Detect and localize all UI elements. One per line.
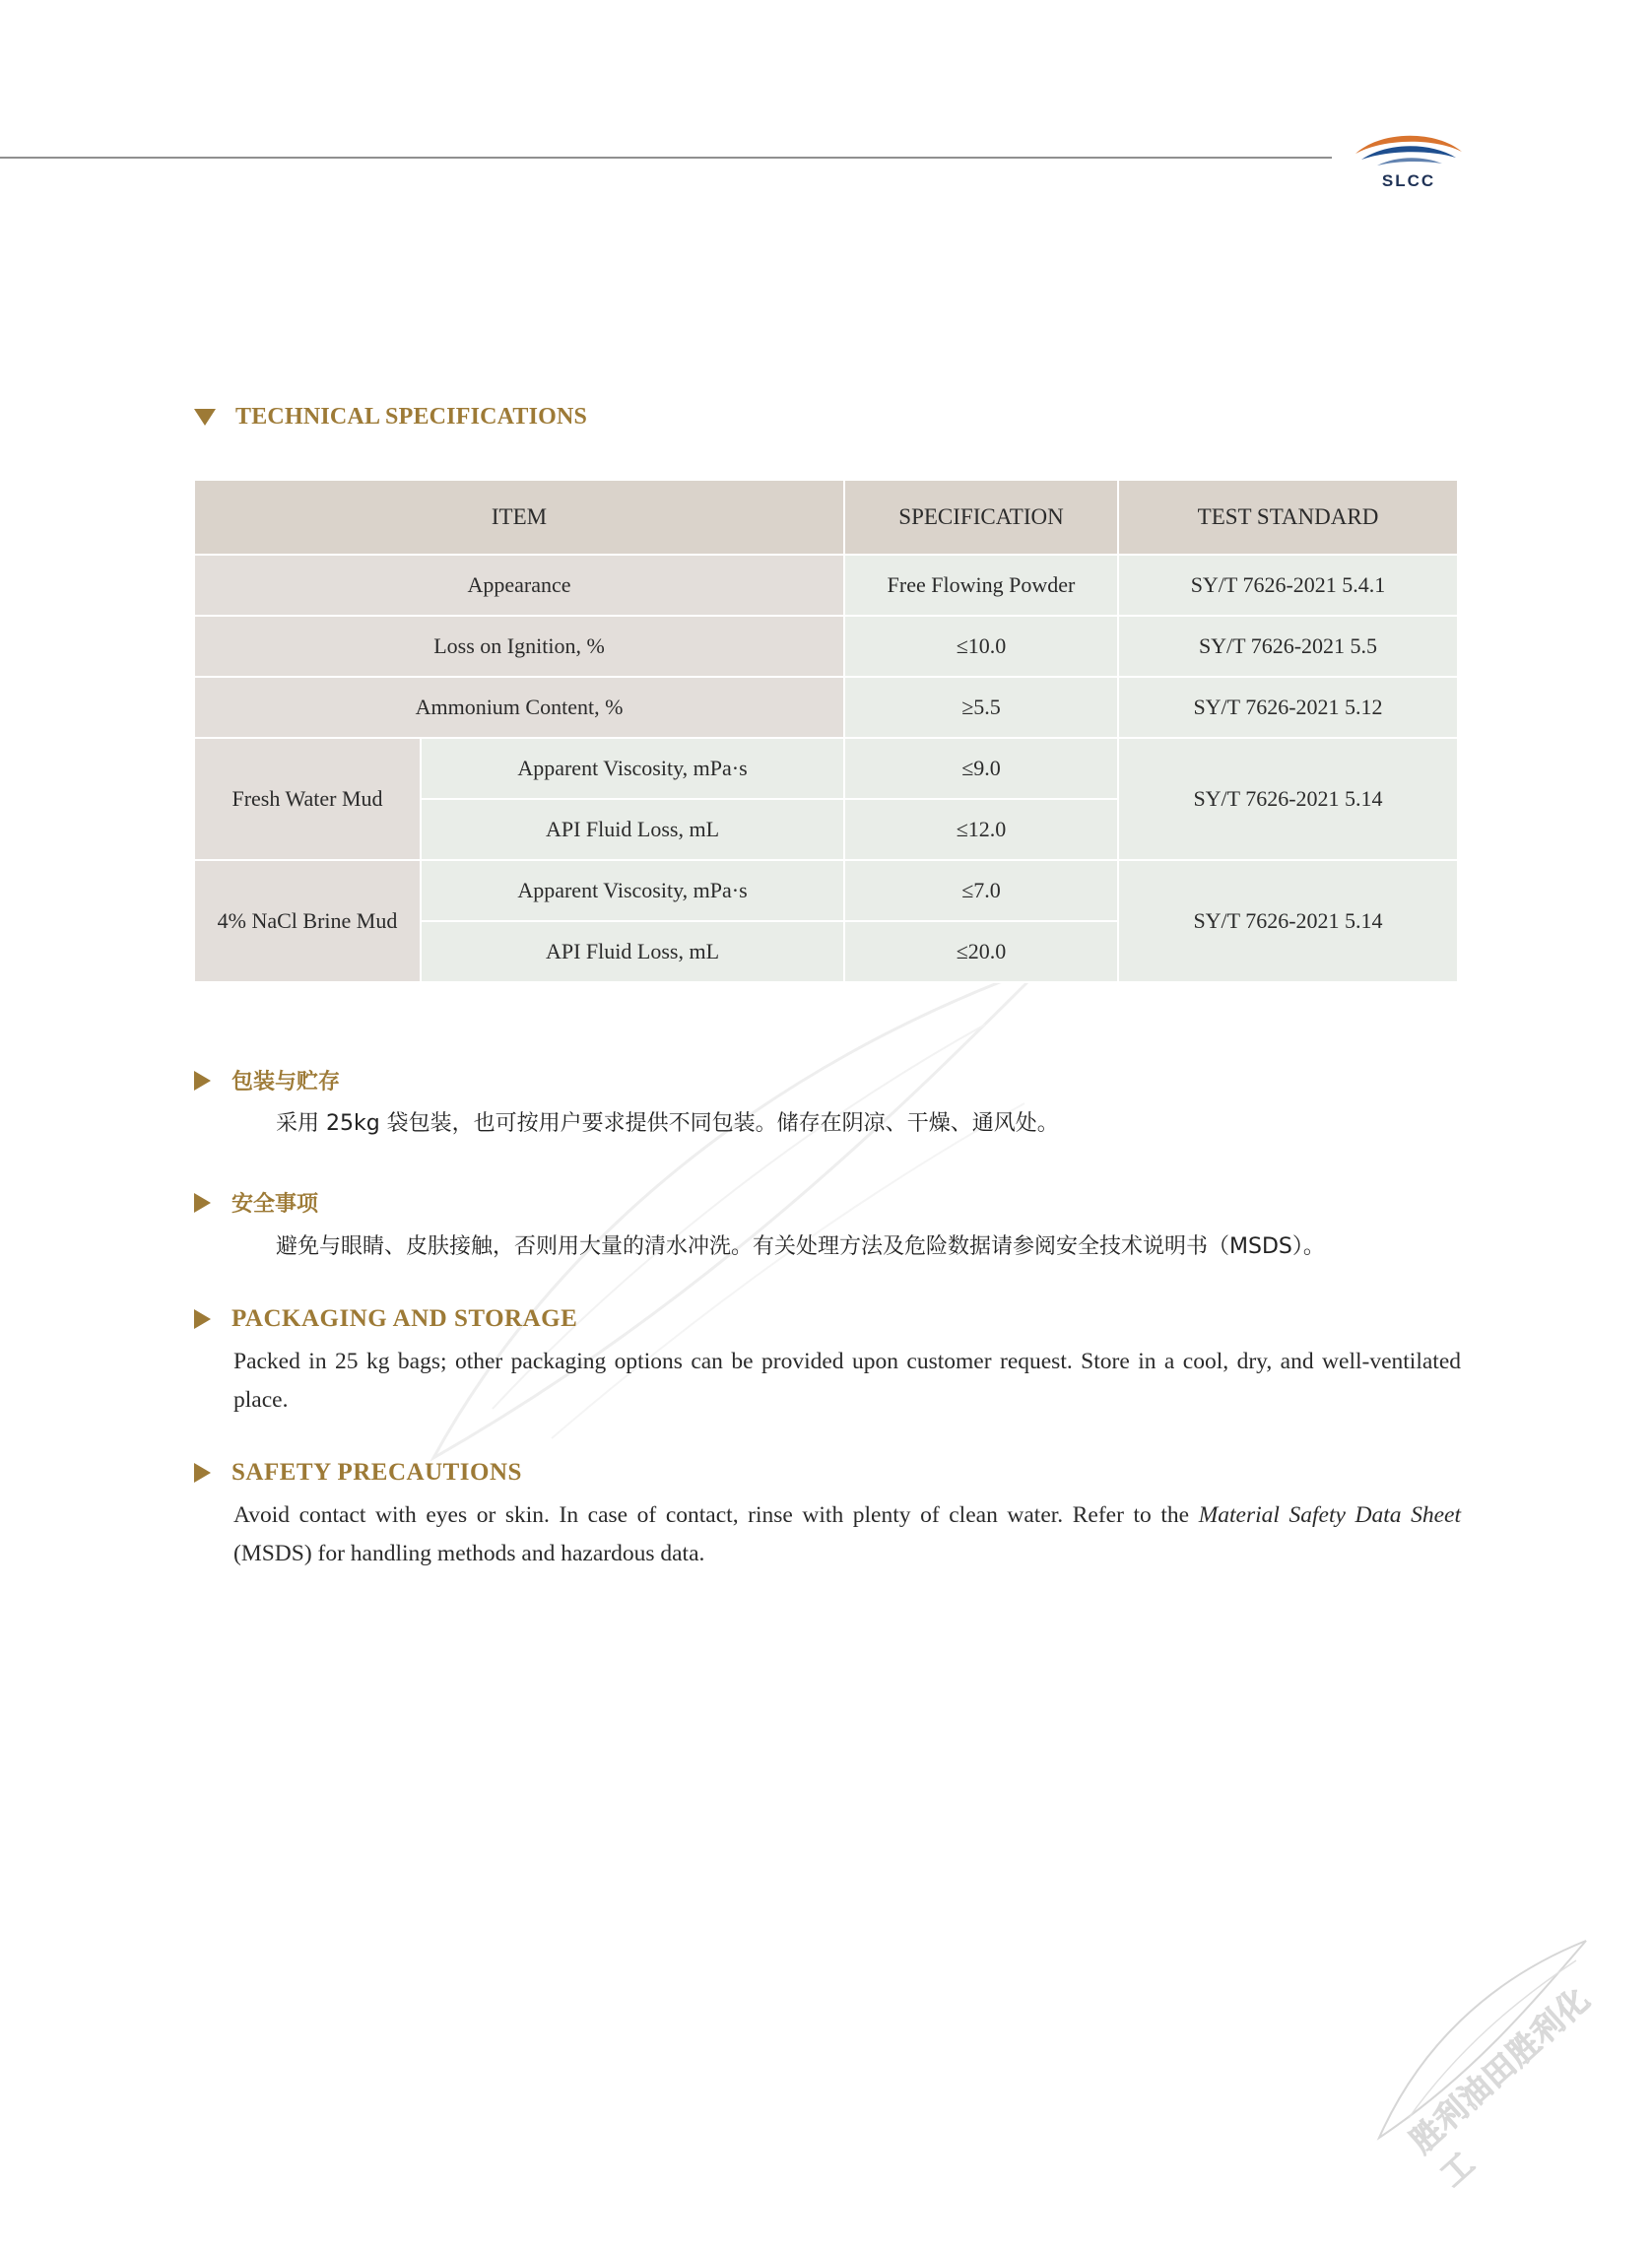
safety-cn-title: 安全事项 [231, 1192, 319, 1217]
standard-cell: SY/T 7626-2021 5.5 [1118, 616, 1458, 677]
item-cell: API Fluid Loss, mL [421, 921, 844, 982]
specification-cell: ≥5.5 [844, 677, 1118, 738]
header-rule [0, 157, 1332, 159]
safety-en-heading [194, 1459, 522, 1487]
packaging-cn-title: 包装与贮存 [231, 1070, 341, 1094]
safety-cn-heading [194, 1187, 318, 1218]
standard-cell: SY/T 7626-2021 5.12 [1118, 677, 1458, 738]
standard-cell: SY/T 7626-2021 5.14 [1118, 738, 1458, 860]
item-cell: Appearance [194, 555, 844, 616]
packaging-cn-text: 采用 25kg 袋包装，也可按用户要求提供不同包装。储存在阴凉、干燥、通风处。 [276, 1111, 1059, 1136]
specification-cell: ≤12.0 [844, 799, 1118, 860]
standard-cell: SY/T 7626-2021 5.14 [1118, 860, 1458, 982]
item-cell: Apparent Viscosity, mPa·s [421, 860, 844, 921]
logo-text: SLCC [1381, 171, 1436, 190]
safety-en-text-after: (MSDS) for handling methods and hazardous data. [233, 1541, 705, 1566]
column-header-item: ITEM [194, 480, 844, 555]
safety-cn-text: 避免与眼睛、皮肤接触，否则用大量的清水冲洗。有关处理方法及危险数据请参阅安全技术说明书（MSDS）。 [276, 1234, 1325, 1259]
table-row [194, 738, 1458, 799]
table-row [194, 555, 1458, 616]
table-row [194, 616, 1458, 677]
specification-cell: ≤9.0 [844, 738, 1118, 799]
tech-specs-title: TECHNICAL SPECIFICATIONS [235, 404, 588, 430]
specification-cell: ≤20.0 [844, 921, 1118, 982]
triangle-right-icon [194, 1463, 211, 1483]
packaging-en-heading [194, 1305, 577, 1333]
column-header-test-standard: TEST STANDARD [1118, 480, 1458, 555]
tech-specs-heading [194, 404, 587, 431]
safety-en-title: SAFETY PRECAUTIONS [231, 1459, 522, 1486]
watermark-text: 胜利油田胜利化工 [1403, 1979, 1598, 2194]
company-logo [1340, 120, 1478, 199]
table-row [194, 677, 1458, 738]
logo-swoosh-icon [1352, 126, 1466, 169]
packaging-cn-heading [194, 1065, 340, 1095]
safety-en-text [233, 1496, 1461, 1573]
table-row [194, 860, 1458, 921]
specification-cell: ≤7.0 [844, 860, 1118, 921]
packaging-en-title: PACKAGING AND STORAGE [231, 1305, 578, 1332]
item-cell: Ammonium Content, % [194, 677, 844, 738]
triangle-right-icon [194, 1193, 211, 1213]
safety-en-text-before: Avoid contact with eyes or skin. In case of contact, rinse with plenty of clean water. Refer to the [233, 1502, 1199, 1528]
packaging-en-text: Packed in 25 kg bags; other packaging options can be provided upon customer request. Store in a cool, dry, and well-ventilated place. [233, 1349, 1461, 1413]
spec-table [193, 479, 1459, 983]
column-header-specification: SPECIFICATION [844, 480, 1118, 555]
table-header-row [194, 480, 1458, 555]
standard-cell: SY/T 7626-2021 5.4.1 [1118, 555, 1458, 616]
msds-title-italic: Material Safety Data Sheet [1198, 1502, 1461, 1528]
triangle-down-icon [194, 409, 216, 426]
specification-cell: Free Flowing Powder [844, 555, 1118, 616]
group-name-cell: Fresh Water Mud [194, 738, 421, 860]
group-name-cell: 4% NaCl Brine Mud [194, 860, 421, 982]
item-cell: Loss on Ignition, % [194, 616, 844, 677]
item-cell: API Fluid Loss, mL [421, 799, 844, 860]
triangle-right-icon [194, 1309, 211, 1329]
item-cell: Apparent Viscosity, mPa·s [421, 738, 844, 799]
triangle-right-icon [194, 1071, 211, 1091]
specification-cell: ≤10.0 [844, 616, 1118, 677]
